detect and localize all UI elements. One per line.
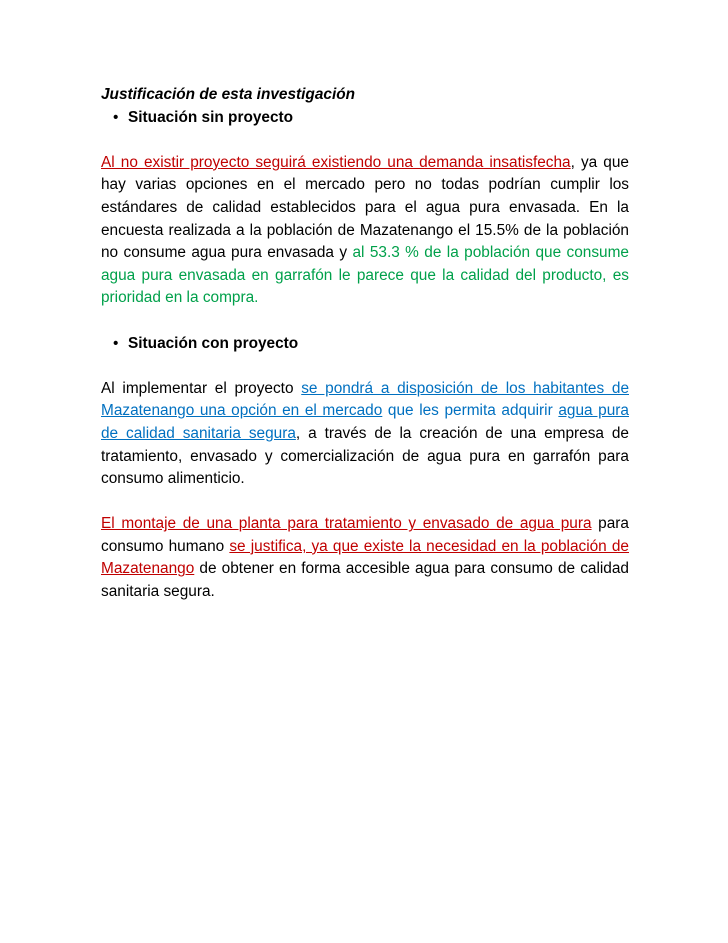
highlight-red-text: se justifica, ya que existe la necesidad en la población de Mazatenango [101,537,629,578]
paragraph-with-project [101,378,629,491]
bullet-dot-icon: • [113,334,119,352]
bullet-situation-without-project [101,107,629,130]
spacer [101,491,629,514]
body-text: , ya que hay varias opciones en el mercado pero no todas podrían cumplir los estándares de calidad establecidos para el agua pura envasada. En la encuesta realizada a la población de Mazatenango el 15.5% de la población no consume agua pura envasada y [101,153,629,262]
highlight-green-text: al 53.3 % de la población que consume agua pura envasada en garrafón le parece que la calidad del producto, es prioridad en la compra. [101,244,629,307]
highlight-red-text: El montaje de una planta para tratamiento y envasado de agua pura [101,515,592,533]
highlight-blue-text: agua pura de calidad sanitaria segura [101,402,629,442]
body-text: Al implementar el proyecto [101,379,302,397]
body-text: de obtener en forma accesible agua para consumo de calidad sanitaria segura. [101,560,629,601]
spacer [101,129,629,152]
highlight-red-text: Al no existir proyecto seguirá existiendo una demanda insatisfecha [101,153,571,171]
bullet-situation-with-project [101,333,629,356]
document-page [101,84,629,604]
body-text: , a través de la creación de una empresa de tratamiento, envasado y comercialización de agua pura en garrafón para consumo alimenticio. [101,424,629,488]
bullet-dot-icon: • [113,108,119,126]
paragraph-without-project [101,152,629,310]
section-heading: Justificación de esta investigación [101,86,356,103]
highlight-blue-text: que les permita adquirir [382,402,559,420]
spacer [101,310,629,333]
spacer [101,355,629,378]
bullet-label: Situación con proyecto [128,334,299,352]
bullet-label: Situación sin proyecto [128,108,294,126]
body-text: para consumo humano [101,515,629,555]
highlight-blue-text: se pondrá a disposición de los habitantes de Mazatenango una opción en el mercado [101,379,629,420]
paragraph-justification [101,513,629,603]
